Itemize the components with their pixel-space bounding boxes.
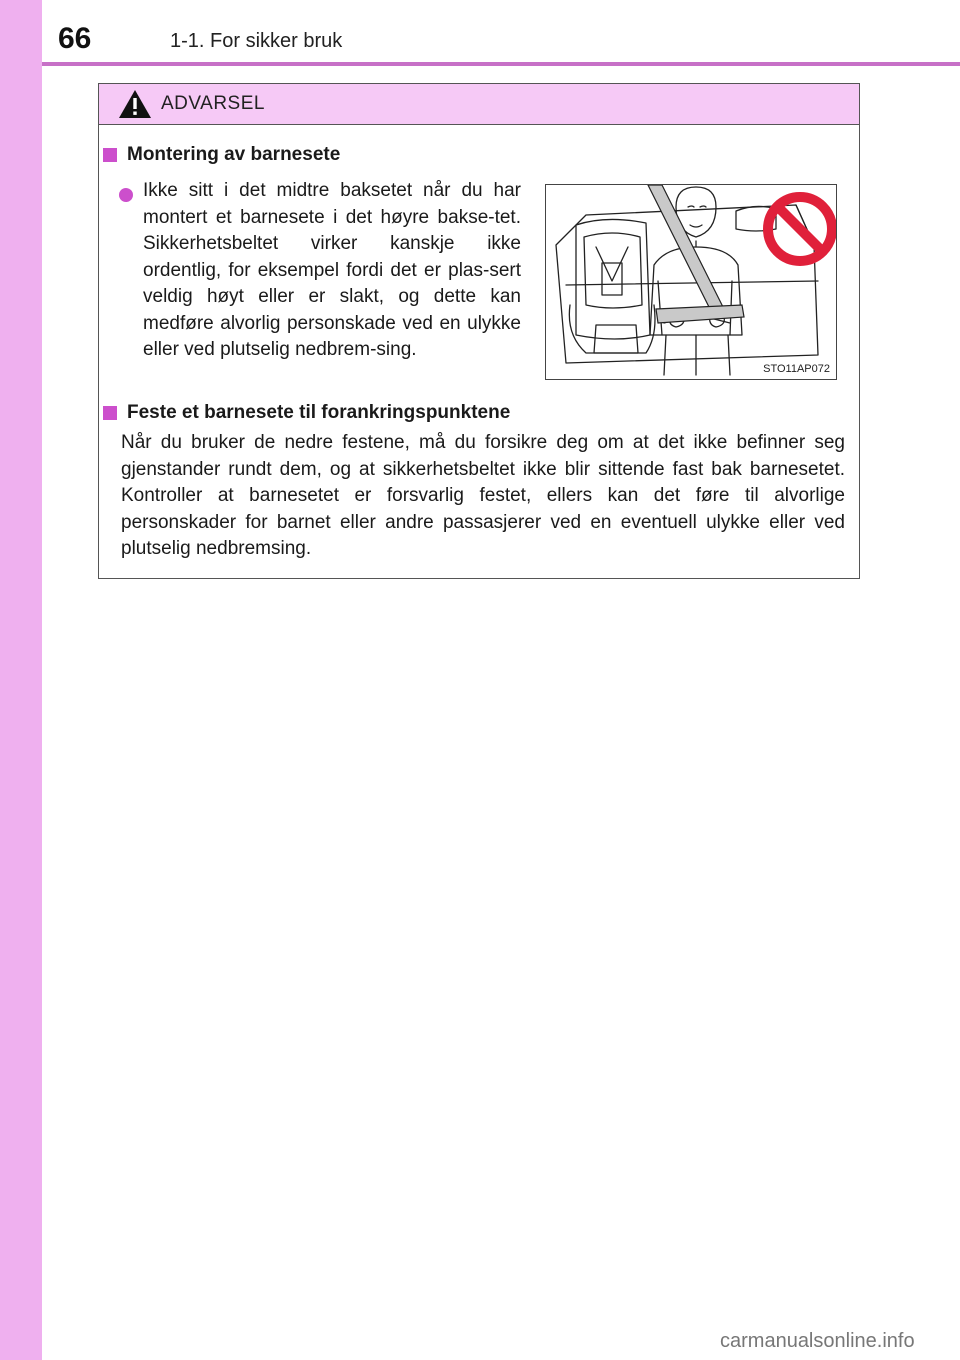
section-heading: Montering av barnesete (127, 144, 341, 165)
prohibition-icon (768, 197, 832, 261)
section-heading-row (99, 144, 340, 166)
warning-header (99, 84, 859, 125)
round-bullet-icon (119, 188, 133, 202)
body-paragraph: Når du bruker de nedre festene, må du forsikre deg om at det ikke befinner seg gjenstander rundt dem, og at sikkerhetsbeltet ikke blir sittende fast bak barnesetet. Kontroller at barnesetet er forsvarlig festet, ellers kan det føre til alvorlige personskader for barnet eller andre passasjerer ved en eventuell ulykke eller ved plutselig nedbremsing. (121, 432, 845, 559)
warning-triangle-icon (117, 88, 153, 120)
header-rule (42, 62, 960, 66)
section-heading-row (99, 402, 510, 424)
seat-illustration (545, 184, 837, 380)
warning-box (98, 83, 860, 579)
page-number: 66 (58, 22, 92, 55)
footer-watermark: carmanualsonline.info (720, 1330, 915, 1352)
rear-seat-drawing (546, 185, 836, 379)
section-heading: Feste et barnesete til forankringspunktene (127, 402, 511, 423)
bullet-paragraph: Ikke sitt i det midtre baksetet når du har montert et barnesete i det høyre bakse-tet. Sikkerhetsbeltet virker kanskje ikke ordentlig, for eksempel fordi det er plas-sert veldig høyt eller er slakt, og dette kan medføre alvorlig personskade ved en ulykke eller ved plutselig nedbrem-sing. (143, 180, 521, 360)
side-strip (0, 0, 42, 1360)
square-bullet-icon (103, 406, 117, 420)
warning-header-label: ADVARSEL (161, 93, 265, 114)
figure-code: STO11AP072 (763, 363, 830, 375)
square-bullet-icon (103, 148, 117, 162)
chapter-title: 1-1. For sikker bruk (170, 30, 343, 52)
